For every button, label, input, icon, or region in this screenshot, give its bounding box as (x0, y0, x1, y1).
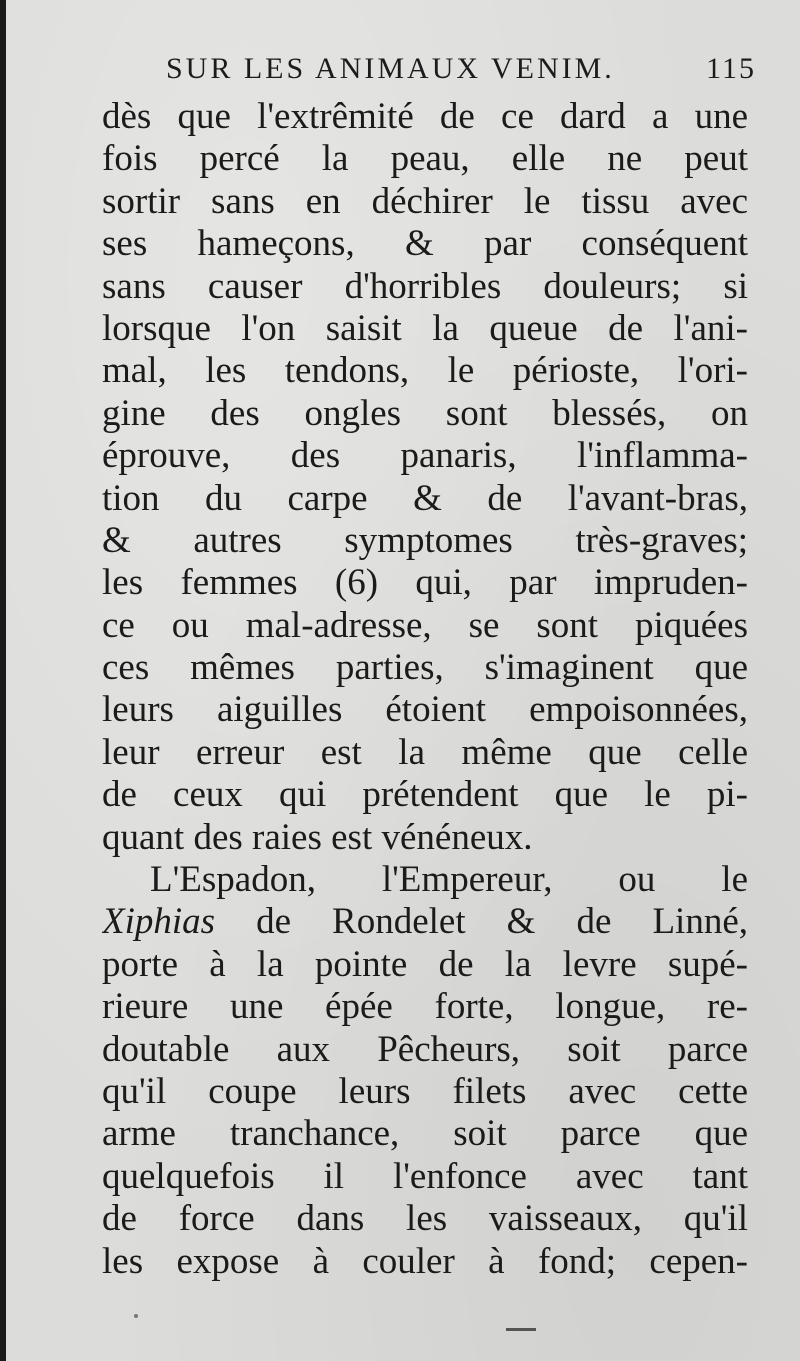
text-line: arme tranchance, soit parce que (102, 1113, 748, 1155)
text-line: ce ou mal-adresse, se sont piquées (102, 604, 748, 646)
text-line: qu'il coupe leurs filets avec cette (102, 1070, 748, 1112)
text-line: porte à la pointe de la levre supé- (102, 943, 748, 985)
text-line: leur erreur est la même que celle (102, 731, 748, 773)
text-line: éprouve, des panaris, l'inflamma- (102, 435, 748, 477)
paragraph-2 (102, 859, 748, 1283)
text-line: mal, les tendons, le périoste, l'ori- (102, 350, 748, 392)
text-line: L'Espadon, l'Empereur, ou le (150, 859, 748, 901)
page-bottom-mark (506, 1328, 536, 1331)
page-text (102, 96, 748, 1283)
book-page (6, 0, 800, 1361)
running-head (166, 52, 756, 96)
text-line: sortir sans en déchirer le tissu avec (102, 180, 748, 222)
text-line: quant des raies est vénéneux. (102, 816, 533, 858)
text-line: leurs aiguilles étoient empoisonnées, (102, 689, 748, 731)
text-line: rieure une épée forte, longue, re- (102, 986, 748, 1028)
text-line: doutable aux Pêcheurs, soit parce (102, 1028, 748, 1070)
text-line: sans causer d'horribles douleurs; si (102, 265, 748, 307)
paragraph-1 (102, 96, 748, 859)
text-line: fois percé la peau, elle ne peut (102, 138, 748, 180)
text-line: ses hameçons, & par conséquent (102, 223, 748, 265)
text-line: dès que l'extrêmité de ce dard a une (102, 96, 748, 137)
text-line: les femmes (6) qui, par impruden- (102, 562, 748, 604)
running-head-title: SUR LES ANIMAUX VENIM. (166, 52, 615, 85)
text-line: tion du carpe & de l'avant-bras, (102, 477, 748, 519)
page-number: 115 (706, 52, 756, 85)
text-line: & autres symptomes très-graves; (102, 519, 748, 561)
text-line: de force dans les vaisseaux, qu'il (102, 1198, 748, 1240)
text-line: Xiphias de Rondelet & de Linné, (102, 901, 748, 943)
text-line: les expose à couler à fond; cepen- (102, 1240, 748, 1282)
paper-speck (134, 1314, 138, 1318)
text-line: ces mêmes parties, s'imaginent que (102, 647, 748, 689)
text-line: gine des ongles sont blessés, on (102, 392, 748, 434)
text-line: lorsque l'on saisit la queue de l'ani- (102, 307, 748, 349)
text-line: de ceux qui prétendent que le pi- (102, 774, 748, 816)
text-line: quelquefois il l'enfonce avec tant (102, 1155, 748, 1197)
